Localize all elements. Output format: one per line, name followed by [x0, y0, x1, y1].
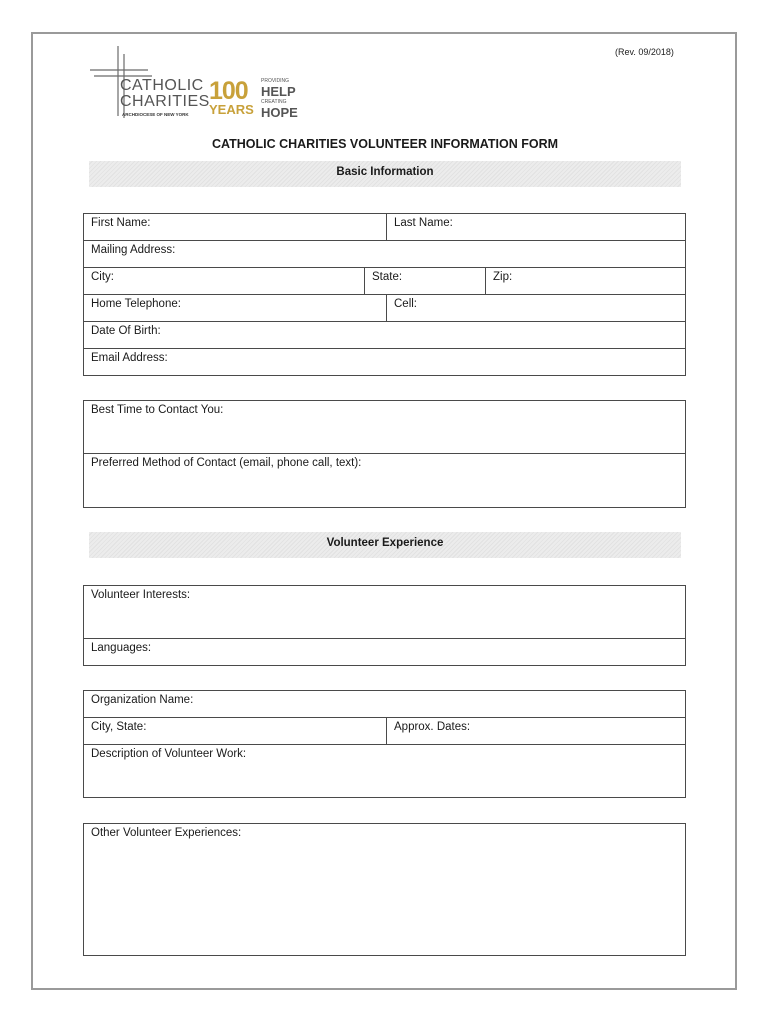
- other-experiences-table: [83, 823, 686, 956]
- date-of-birth-field[interactable]: [84, 322, 685, 348]
- basic-info-table: [83, 213, 686, 376]
- organization-name-row: [84, 691, 685, 718]
- org-city-state-field[interactable]: [84, 718, 386, 744]
- first-name-label: First Name:: [91, 217, 151, 229]
- cell-label: Cell:: [394, 298, 418, 310]
- catholic-charities-logo: [88, 44, 308, 120]
- mailing-address-row: [84, 241, 685, 268]
- logo-catholic: CATHOLIC: [120, 77, 204, 94]
- cell-field[interactable]: [386, 295, 685, 321]
- contact-preferences-table: [83, 400, 686, 508]
- volunteer-interests-row: [84, 586, 685, 639]
- preferred-method-row: [84, 454, 685, 507]
- approx-dates-label: Approx. Dates:: [394, 721, 471, 733]
- volunteer-interests-field[interactable]: [84, 586, 685, 638]
- languages-row: [84, 639, 685, 665]
- telephone-row: [84, 295, 685, 322]
- form-title: CATHOLIC CHARITIES VOLUNTEER INFORMATION FORM: [211, 137, 559, 151]
- city-label: City:: [91, 271, 114, 283]
- state-field[interactable]: [364, 268, 485, 294]
- logo-help: HELP: [261, 84, 296, 99]
- logo-years: YEARS: [209, 102, 254, 117]
- mailing-address-label: Mailing Address:: [91, 244, 176, 256]
- email-row: [84, 349, 685, 375]
- first-name-field[interactable]: [84, 214, 386, 240]
- languages-label: Languages:: [91, 642, 152, 654]
- organization-name-field[interactable]: [84, 691, 685, 717]
- section-volunteer-experience: Volunteer Experience: [89, 532, 681, 558]
- revision-label: (Rev. 09/2018): [615, 47, 674, 57]
- logo-archdiocese: ARCHDIOCESE OF NEW YORK: [122, 112, 189, 117]
- email-field[interactable]: [84, 349, 685, 375]
- description-label: Description of Volunteer Work:: [91, 748, 247, 760]
- date-of-birth-label: Date Of Birth:: [91, 325, 161, 337]
- preferred-method-field[interactable]: [84, 454, 685, 507]
- zip-label: Zip:: [493, 271, 513, 283]
- section-basic-information: Basic Information: [89, 161, 681, 187]
- description-row: [84, 745, 685, 797]
- other-experiences-label: Other Volunteer Experiences:: [91, 827, 242, 839]
- logo-providing: PROVIDING: [261, 78, 290, 84]
- logo-creating: CREATING: [261, 99, 287, 105]
- last-name-label: Last Name:: [394, 217, 453, 229]
- logo-hope: HOPE: [261, 105, 298, 120]
- other-experiences-field[interactable]: [84, 824, 685, 955]
- approx-dates-field[interactable]: [386, 718, 685, 744]
- org-city-dates-row: [84, 718, 685, 745]
- best-time-field[interactable]: [84, 401, 685, 453]
- volunteer-interests-label: Volunteer Interests:: [91, 589, 191, 601]
- organization-name-label: Organization Name:: [91, 694, 194, 706]
- interests-table: [83, 585, 686, 666]
- languages-field[interactable]: [84, 639, 685, 665]
- preferred-method-label: Preferred Method of Contact (email, phone call, text):: [91, 457, 362, 469]
- name-row: [84, 214, 685, 241]
- best-time-label: Best Time to Contact You:: [91, 404, 224, 416]
- city-state-zip-row: [84, 268, 685, 295]
- other-experiences-row: [84, 824, 685, 955]
- logo-100: 100: [209, 77, 248, 105]
- logo-charities: CHARITIES: [120, 93, 210, 110]
- home-telephone-field[interactable]: [84, 295, 386, 321]
- best-time-row: [84, 401, 685, 454]
- last-name-field[interactable]: [386, 214, 685, 240]
- home-telephone-label: Home Telephone:: [91, 298, 181, 310]
- description-field[interactable]: [84, 745, 685, 797]
- email-label: Email Address:: [91, 352, 168, 364]
- organization-table: [83, 690, 686, 798]
- zip-field[interactable]: [485, 268, 685, 294]
- state-label: State:: [372, 271, 403, 283]
- dob-row: [84, 322, 685, 349]
- city-field[interactable]: [84, 268, 364, 294]
- mailing-address-field[interactable]: [84, 241, 685, 267]
- org-city-state-label: City, State:: [91, 721, 147, 733]
